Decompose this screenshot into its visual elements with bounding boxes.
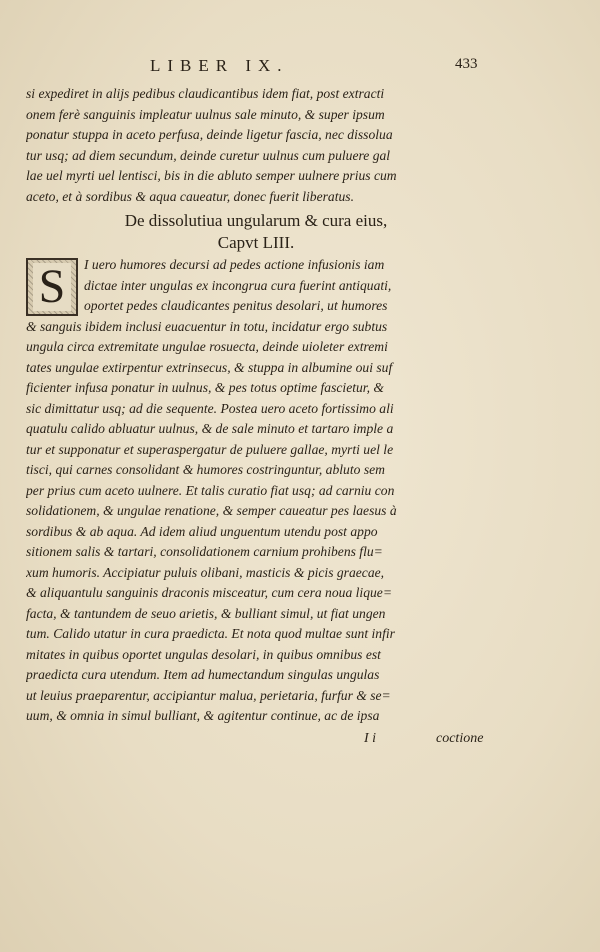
text-line: oportet pedes claudicantes penitus desolari, ut humores (84, 298, 388, 313)
page-footer (26, 729, 486, 751)
text-line: sordibus & ab aqua. Ad idem aliud unguentum utendu post appo (26, 523, 378, 539)
catchword: coctione (436, 730, 484, 746)
running-title: LIBER IX. (150, 56, 289, 75)
decorated-initial (26, 258, 78, 316)
text-line: & aliquantulu sanguinis draconis misceatur, cum cera noua lique= (26, 585, 392, 600)
body-text (26, 84, 486, 751)
text-line: per prius cum aceto uulnere. Et talis curatio fiat usq; ad carniu con (26, 482, 395, 498)
text-line: mitates in quibus oportet ungulas desolari, in quibus omnibus est (26, 646, 381, 662)
text-line: & sanguis ibidem inclusi euacuentur in totu, incidatur ergo subtus (26, 318, 388, 334)
text-line: quatulu calido abluatur uulnus, & de sale minuto et tartaro imple a (26, 421, 394, 436)
chapter-title: De dissolutiua ungularum & cura eius, (124, 211, 388, 230)
paragraph-1 (26, 84, 486, 207)
text-line: aceto, et à sordibus & aqua caueatur, donec fuerit liberatus. (26, 188, 354, 204)
text-line: xum humoris. Accipiatur puluis olibani, masticis & picis graecae, (26, 564, 385, 580)
text-line: sic dimittatur usq; ad die sequente. Postea uero aceto fortissimo ali (26, 400, 394, 416)
text-line: ficienter infusa ponatur in uulnus, & pes totus optime fascietur, & (26, 380, 384, 395)
text-line: solidationem, & ungulae renatione, & semper caueatur pes laesus à (26, 503, 397, 518)
text-line: lae uel myrti uel lentisci, bis in die abluto semper uulnere prius cum (26, 168, 397, 183)
text-line: tisci, qui carnes consolidant & humores costringuntur, abluto sem (26, 462, 385, 477)
text-line: ut leuius praeparentur, accipiantur malua, perietaria, furfur & se= (26, 687, 391, 703)
text-line: tur usq; ad diem secundum, deinde curetur uulnus cum puluere gal (26, 147, 391, 163)
text-line: tur et supponatur et superaspergatur de puluere gallae, myrti uel le (26, 441, 394, 457)
text-line: tum. Calido utatur in cura praedicta. Et nota quod multae sunt infir (26, 626, 395, 641)
page-number: 433 (455, 56, 478, 72)
chapter-number: Capvt LIII. (217, 233, 295, 252)
text-line: ungula circa extremitate ungulae rosuecta, deinde uioleter extremi (26, 339, 388, 354)
text-line: sitionem salis & tartari, consolidationem carnium prohibens flu= (26, 544, 383, 559)
signature-mark: I i (364, 730, 377, 746)
text-line: uum, & omnia in simul bulliant, & agitentur continue, ac de ipsa (26, 708, 380, 723)
page-header (0, 56, 600, 78)
text-line: tates ungulae extirpentur extrinsecus, & stuppa in albumine oui suf (26, 359, 393, 375)
text-line: dictae inter ungulas ex incongrua cura fuerint antiquati, (84, 277, 392, 293)
text-line: onem ferè sanguinis impleatur uulnus sale minuto, & super ipsum (26, 106, 385, 122)
text-line: facta, & tantundem de seuo arietis, & bulliant simul, ut fiat ungen (26, 605, 386, 621)
paragraph-2 (26, 255, 486, 727)
text-line: si expediret in alijs pedibus claudicantibus idem fiat, post extracti (26, 86, 385, 101)
text-line: I uero humores decursi ad pedes actione infusionis iam (84, 257, 385, 272)
initial-letter: S (33, 263, 72, 311)
text-line: ponatur stuppa in aceto perfusa, deinde ligetur fascia, nec dissolua (26, 127, 393, 142)
text-line: praedicta cura utendum. Item ad humectandum singulas ungulas (26, 667, 380, 682)
